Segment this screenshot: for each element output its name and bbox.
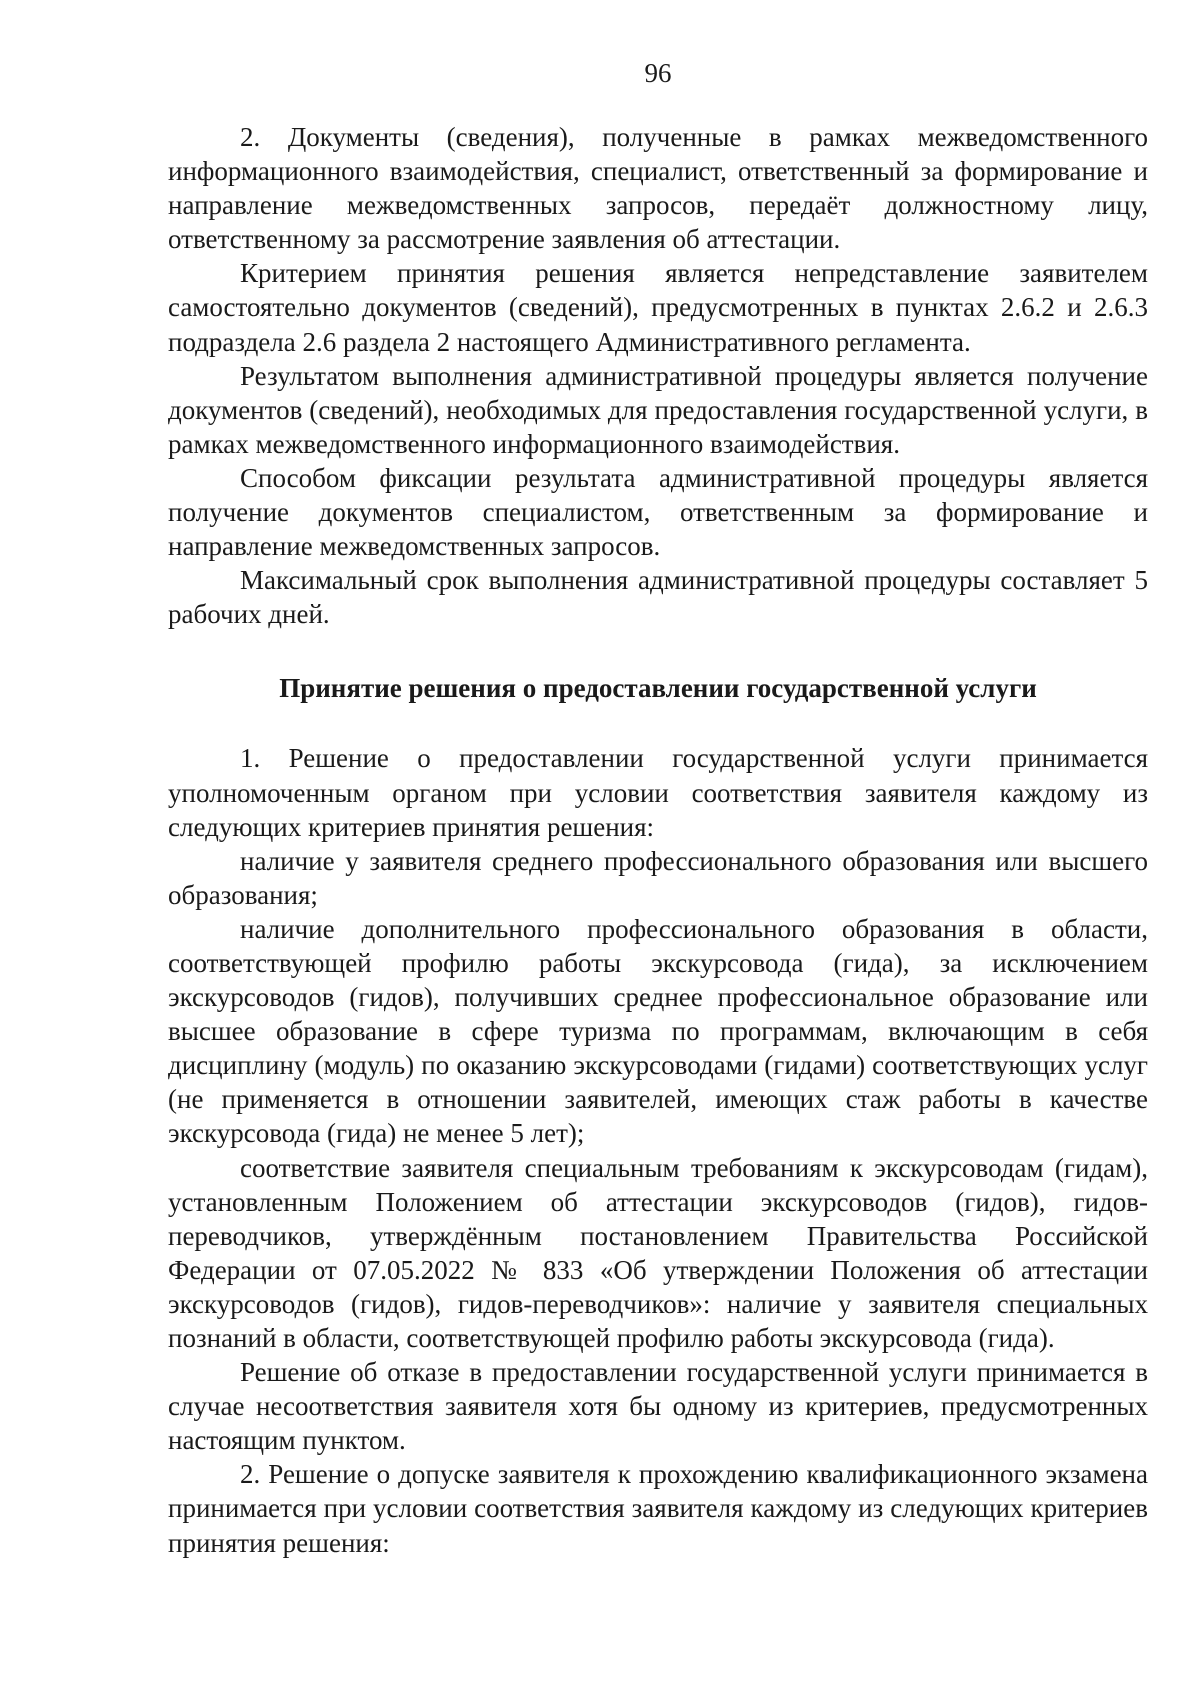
paragraph: Результатом выполнения административной процедуры является получение документов (сведений), необходимых для предоставления государственной услуги, в рамках межведомственного информационного взаимодействия. <box>168 360 1148 459</box>
paragraph: 1. Решение о предоставлении государственной услуги принимается уполномоченным органом при условии соответствия заявителя каждому из следующих критериев принятия решения: <box>168 743 1148 842</box>
paragraph: Способом фиксации результата административной процедуры является получение документов специалистом, ответственным за формирование и направление межведомственных запросов. <box>168 462 1148 562</box>
section-interagency-documents <box>168 120 1148 631</box>
paragraph: Максимальный срок выполнения административной процедуры составляет 5 рабочих дней. <box>168 565 1148 630</box>
section-heading: Принятие решения о предоставлении государственной услуги <box>279 673 1037 704</box>
paragraph: наличие дополнительного профессионального образования в области, соответствующей профилю работы экскурсовода (гида), за исключением экскурсоводов (гидов), получивших среднее профессиональное образование или высшее образование в сфере туризма по программам, включающим в себя дисциплину (модуль) по оказанию экскурсоводами (гидами) соответствующих услуг (не применяется в отношении заявителей, имеющих стаж работы в качестве экскурсовода (гида) не менее 5 лет); <box>168 913 1148 1149</box>
paragraph: 2. Решение о допуске заявителя к прохождению квалификационного экзамена принимается при условии соответствия заявителя каждому из следующих критериев принятия решения: <box>168 1459 1148 1558</box>
paragraph: соответствие заявителя специальным требованиям к экскурсоводам (гидам), установленным Положением об аттестации экскурсоводов (гидов), гидов-переводчиков, утверждённым постановлением Правительства Российской Федерации от 07.05.2022 № 833 «Об утверждении Положения об аттестации экскурсоводов (гидов), гидов-переводчиков»: наличие у заявителя специальных познаний в области, соответствующей профилю работы экскурсовода (гида). <box>168 1152 1148 1353</box>
page-number: 96 <box>644 58 672 88</box>
section-decision <box>168 741 1148 1559</box>
paragraph: наличие у заявителя среднего профессионального образования или высшего образования; <box>168 845 1148 910</box>
paragraph: Критерием принятия решения является непредставление заявителем самостоятельно документов (сведений), предусмотренных в пунктах 2.6.2 и 2.6.3 подраздела 2.6 раздела 2 настоящего Административного регламента. <box>168 258 1148 357</box>
paragraph: 2. Документы (сведения), полученные в рамках межведомственного информационного взаимодействия, специалист, ответственный за формирование и направление межведомственных запросов, передаёт должностному лицу, ответственному за рассмотрение заявления об аттестации. <box>168 122 1148 255</box>
paragraph: Решение об отказе в предоставлении государственной услуги принимается в случае несоответствия заявителя хотя бы одному из критериев, предусмотренных настоящим пунктом. <box>168 1357 1148 1456</box>
document-page <box>168 56 1148 1560</box>
